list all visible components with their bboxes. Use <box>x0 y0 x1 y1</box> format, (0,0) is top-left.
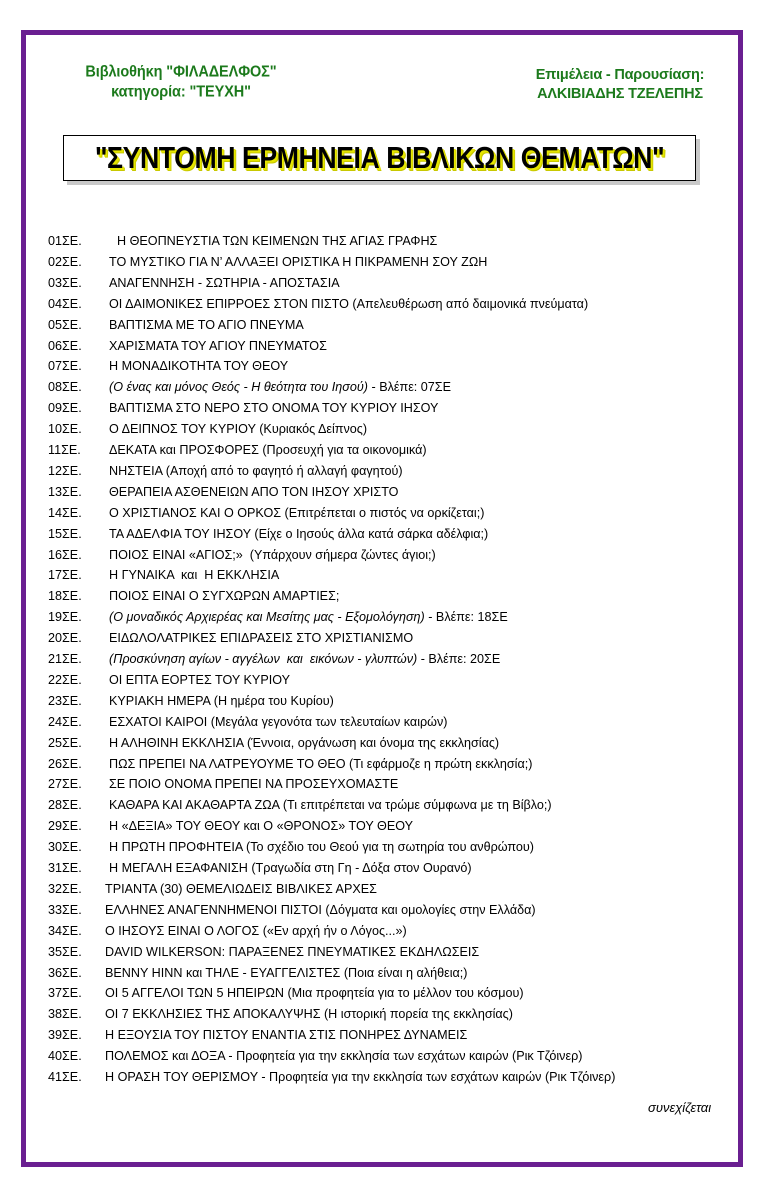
list-item <box>48 921 407 941</box>
list-item <box>48 482 398 502</box>
list-item <box>48 1067 615 1087</box>
item-code: 20ΣΕ. <box>48 631 82 646</box>
item-title: Η ΕΞΟΥΣΙΑ ΤΟΥ ΠΙΣΤΟΥ ΕΝΑΝΤΙΑ ΣΤΙΣ ΠΟΝΗΡΕΣ ΔΥΝΑΜΕΙΣ <box>105 1028 468 1043</box>
item-title: Η ΘΕΟΠΝΕΥΣΤΙΑ ΤΩΝ ΚΕΙΜΕΝΩΝ ΤΗΣ ΑΓΙΑΣ ΓΡΑΦΗΣ <box>110 234 438 248</box>
item-title: ΣΕ ΠΟΙΟ ΟΝΟΜΑ ΠΡΕΠΕΙ ΝΑ ΠΡΟΣΕΥΧΟΜΑΣΤΕ <box>109 777 399 792</box>
item-see-also: - Βλέπε: 07ΣΕ <box>368 380 451 395</box>
item-code: 02ΣΕ. <box>48 254 82 269</box>
item-code: 27ΣΕ. <box>48 777 82 792</box>
list-item <box>48 419 367 439</box>
item-code: 12ΣΕ. <box>48 463 82 478</box>
item-title: ΠΟΙΟΣ ΕΙΝΑΙ «ΑΓΙΟΣ;» (Υπάρχουν σήμερα ζώντες άγιοι;) <box>109 547 436 562</box>
list-item <box>48 1046 582 1066</box>
item-title: Η ΠΡΩΤΗ ΠΡΟΦΗΤΕΙΑ (Το σχέδιο του Θεού για τη σωτηρία του ανθρώπου) <box>109 840 535 855</box>
item-code: 04ΣΕ. <box>48 296 82 311</box>
library-name: Βιβλιοθήκη "ΦΙΛΑΔΕΛΦΟΣ" <box>85 64 277 81</box>
item-code: 33ΣΕ. <box>48 902 82 917</box>
item-code: 22ΣΕ. <box>48 672 82 687</box>
list-item <box>48 628 413 648</box>
item-code: 24ΣΕ. <box>48 714 82 729</box>
item-code: 36ΣΕ. <box>48 965 82 980</box>
list-item <box>48 795 552 815</box>
list-item <box>48 545 436 565</box>
item-code: 19ΣΕ. <box>48 610 82 625</box>
item-code: 16ΣΕ. <box>48 547 82 562</box>
item-title: ΕΣΧΑΤΟΙ ΚΑΙΡΟΙ (Μεγάλα γεγονότα των τελευταίων καιρών) <box>109 714 448 729</box>
page-title: "ΣΥΝΤΟΜΗ ΕΡΜΗΝΕΙΑ ΒΙΒΛΙΚΩΝ ΘΕΜΑΤΩΝ" <box>94 140 665 175</box>
list-item <box>48 733 499 753</box>
item-code: 07ΣΕ. <box>48 359 82 374</box>
list-item <box>48 503 484 523</box>
item-title: ΒΑΠΤΙΣΜΑ ΜΕ ΤΟ ΑΓΙΟ ΠΝΕΥΜΑ <box>109 317 304 332</box>
item-code: 35ΣΕ. <box>48 944 82 959</box>
item-title: ΘΕΡΑΠΕΙΑ ΑΣΘΕΝΕΙΩΝ ΑΠΟ ΤΟΝ ΙΗΣΟΥ ΧΡΙΣΤΟ <box>109 484 399 499</box>
item-code: 09ΣΕ. <box>48 401 82 416</box>
item-title-italic: (Ο μοναδικός Αρχιερέας και Μεσίτης μας - Εξομολόγηση) <box>109 610 425 625</box>
item-title: ΠΟΙΟΣ ΕΙΝΑΙ Ο ΣΥΓΧΩΡΩΝ ΑΜΑΡΤΙΕΣ; <box>109 589 340 604</box>
item-code: 32ΣΕ. <box>48 881 82 896</box>
editor-header <box>530 66 710 104</box>
item-see-also: - Βλέπε: 20ΣΕ <box>417 652 501 666</box>
editing-label: Επιμέλεια - Παρουσίαση: <box>535 67 705 83</box>
list-item <box>48 649 500 669</box>
item-code: 08ΣΕ. <box>48 380 82 395</box>
item-title: Η ΓΥΝΑΙΚΑ και Η ΕΚΚΛΗΣΙΑ <box>109 568 280 583</box>
item-title-italic: (Προσκύνηση αγίων - αγγέλων και εικόνων - γλυπτών) <box>109 652 418 666</box>
list-item <box>48 398 438 418</box>
list-item <box>48 377 451 397</box>
item-title: Η ΜΟΝΑΔΙΚΟΤΗΤΑ ΤΟΥ ΘΕΟΥ <box>109 359 289 374</box>
item-code: 10ΣΕ. <box>48 422 82 437</box>
item-see-also: - Βλέπε: 18ΣΕ <box>424 610 508 625</box>
item-code: 38ΣΕ. <box>48 1007 82 1022</box>
item-code: 13ΣΕ. <box>48 484 82 499</box>
item-title: Η ΟΡΑΣΗ ΤΟΥ ΘΕΡΙΣΜΟΥ - Προφητεία για την εκκλησία των εσχάτων καιρών (Ρικ Τζόινερ) <box>105 1070 616 1084</box>
item-title: ΤΡΙΑΝΤΑ (30) ΘΕΜΕΛΙΩΔΕΙΣ ΒΙΒΛΙΚΕΣ ΑΡΧΕΣ <box>105 881 377 896</box>
list-item <box>48 712 448 732</box>
list-item <box>48 356 288 376</box>
list-item <box>48 565 279 585</box>
item-code: 17ΣΕ. <box>48 568 82 583</box>
list-item <box>48 524 488 544</box>
item-code: 05ΣΕ. <box>48 317 82 332</box>
item-title: Η «ΔΕΞΙΑ» ΤΟΥ ΘΕΟΥ και Ο «ΘΡΟΝΟΣ» ΤΟΥ ΘΕΟΥ <box>109 819 414 834</box>
list-item <box>48 273 340 293</box>
item-code: 01ΣΕ. <box>48 234 82 248</box>
list-item <box>48 1004 513 1024</box>
item-code: 15ΣΕ. <box>48 526 82 541</box>
list-item <box>48 942 479 962</box>
item-code: 21ΣΕ. <box>48 652 82 666</box>
item-title: ΠΟΛΕΜΟΣ και ΔΟΞΑ - Προφητεία για την εκκλησία των εσχάτων καιρών (Ρικ Τζόινερ) <box>105 1049 583 1064</box>
list-item <box>48 816 413 836</box>
list-item <box>48 963 467 983</box>
library-header <box>72 63 290 103</box>
category-name: κατηγορία: "ΤΕΥΧΗ" <box>111 84 251 101</box>
item-title: Ο ΔΕΙΠΝΟΣ ΤΟΥ ΚΥΡΙΟΥ (Κυριακός Δείπνος) <box>109 422 368 437</box>
list-item <box>48 983 524 1003</box>
item-title: ΕΛΛΗΝΕΣ ΑΝΑΓΕΝΝΗΜΕΝΟΙ ΠΙΣΤΟΙ (Δόγματα και ομολογίες στην Ελλάδα) <box>105 902 536 917</box>
item-code: 40ΣΕ. <box>48 1049 82 1064</box>
item-title: ΧΑΡΙΣΜΑΤΑ ΤΟΥ ΑΓΙΟΥ ΠΝΕΥΜΑΤΟΣ <box>109 338 327 353</box>
item-title: ΚΑΘΑΡΑ ΚΑΙ ΑΚΑΘΑΡΤΑ ΖΩΑ (Τι επιτρέπεται να τρώμε σύμφωνα με τη Βίβλο;) <box>109 798 552 813</box>
title-box <box>63 135 696 181</box>
item-code: 41ΣΕ. <box>48 1070 82 1084</box>
item-title: ΒΑΠΤΙΣΜΑ ΣΤΟ ΝΕΡΟ ΣΤΟ ΟΝΟΜΑ ΤΟΥ ΚΥΡΙΟΥ ΙΗΣΟΥ <box>109 401 439 416</box>
item-title: ΤΑ ΑΔΕΛΦΙΑ ΤΟΥ ΙΗΣΟΥ (Είχε ο Ιησούς άλλα κατά σάρκα αδέλφια;) <box>109 526 489 541</box>
item-title: DAVID WILKERSON: ΠΑΡΑΞΕΝΕΣ ΠΝΕΥΜΑΤΙΚΕΣ ΕΚΔΗΛΩΣΕΙΣ <box>105 944 480 959</box>
item-title: ΟΙ 7 ΕΚΚΛΗΣΙΕΣ ΤΗΣ ΑΠΟΚΑΛΥΨΗΣ (Η ιστορική πορεία της εκκλησίας) <box>105 1007 513 1022</box>
item-title: ΝΗΣΤΕΙΑ (Αποχή από το φαγητό ή αλλαγή φαγητού) <box>109 463 403 478</box>
item-title: Η ΜΕΓΑΛΗ ΕΞΑΦΑΝΙΣΗ (Τραγωδία στη Γη - Δόξα στον Ουρανό) <box>109 861 472 875</box>
list-item <box>48 607 508 627</box>
list-item <box>48 336 327 356</box>
item-code: 03ΣΕ. <box>48 275 82 290</box>
item-code: 23ΣΕ. <box>48 693 82 708</box>
list-item <box>48 252 487 272</box>
list-item <box>48 837 534 857</box>
item-code: 39ΣΕ. <box>48 1028 82 1043</box>
item-code: 34ΣΕ. <box>48 923 82 938</box>
item-code: 30ΣΕ. <box>48 840 82 855</box>
list-item <box>48 294 588 314</box>
list-item <box>48 586 339 606</box>
editor-name: ΑΛΚΙΒΙΑΔΗΣ ΤΖΕΛΕΠΗΣ <box>537 86 703 102</box>
item-code: 18ΣΕ. <box>48 589 82 604</box>
list-item <box>48 691 334 711</box>
list-item <box>48 315 304 335</box>
list-item <box>48 900 536 920</box>
item-code: 29ΣΕ. <box>48 819 82 834</box>
item-title: BENNY HINN και ΤΗΛΕ - ΕΥΑΓΓΕΛΙΣΤΕΣ (Ποια είναι η αλήθεια;) <box>105 965 468 980</box>
continued-note: συνεχίζεται <box>648 1100 712 1115</box>
item-title: Ο ΙΗΣΟΥΣ ΕΙΝΑΙ Ο ΛΟΓΟΣ («Εν αρχή ήν ο Λόγος...») <box>105 923 407 938</box>
item-title: ΟΙ 5 ΑΓΓΕΛΟΙ ΤΩΝ 5 ΗΠΕΙΡΩΝ (Μια προφητεία για το μέλλον του κόσμου) <box>105 986 524 1001</box>
item-title: ΑΝΑΓΕΝΝΗΣΗ - ΣΩΤΗΡΙΑ - ΑΠΟΣΤΑΣΙΑ <box>109 275 340 290</box>
item-title: ΤΟ ΜΥΣΤΙΚΟ ΓΙΑ Ν’ ΑΛΛΑΞΕΙ ΟΡΙΣΤΙΚΑ Η ΠΙΚΡΑΜΕΝΗ ΣΟΥ ΖΩΗ <box>109 254 488 269</box>
item-title: Ο ΧΡΙΣΤΙΑΝΟΣ ΚΑΙ Ο ΟΡΚΟΣ (Επιτρέπεται ο πιστός να ορκίζεται;) <box>109 505 485 520</box>
item-title: ΚΥΡΙΑΚΗ ΗΜΕΡΑ (Η ημέρα του Κυρίου) <box>109 693 334 708</box>
item-code: 11ΣΕ. <box>48 443 81 457</box>
item-title: ΟΙ ΔΑΙΜΟΝΙΚΕΣ ΕΠΙΡΡΟΕΣ ΣΤΟΝ ΠΙΣΤΟ (Απελευθέρωση από δαιμονικά πνεύματα) <box>109 296 589 311</box>
item-code: 06ΣΕ. <box>48 338 82 353</box>
item-code: 25ΣΕ. <box>48 735 82 750</box>
item-title: Η ΑΛΗΘΙΝΗ ΕΚΚΛΗΣΙΑ (Έννοια, οργάνωση και όνομα της εκκλησίας) <box>109 735 500 750</box>
item-code: 37ΣΕ. <box>48 986 82 1001</box>
list-item <box>48 774 398 794</box>
item-code: 28ΣΕ. <box>48 798 82 813</box>
item-title: ΟΙ ΕΠΤΑ ΕΟΡΤΕΣ ΤΟΥ ΚΥΡΙΟΥ <box>109 672 291 687</box>
item-title-italic: (Ο ένας και μόνος Θεός - Η θεότητα του Ιησού) <box>109 380 368 395</box>
list-item <box>48 858 472 878</box>
item-title: ΠΩΣ ΠΡΕΠΕΙ ΝΑ ΛΑΤΡΕΥΟΥΜΕ ΤΟ ΘΕΟ (Τι εφάρμοζε η πρώτη εκκλησία;) <box>109 756 533 771</box>
item-code: 26ΣΕ. <box>48 756 82 771</box>
item-code: 31ΣΕ. <box>48 861 82 875</box>
list-item <box>48 440 427 460</box>
item-code: 14ΣΕ. <box>48 505 82 520</box>
list-item <box>48 754 532 774</box>
item-title: ΕΙΔΩΛΟΛΑΤΡΙΚΕΣ ΕΠΙΔΡΑΣΕΙΣ ΣΤΟ ΧΡΙΣΤΙΑΝΙΣΜΟ <box>109 631 414 646</box>
list-item <box>48 670 290 690</box>
list-item <box>48 461 403 481</box>
list-item <box>48 231 437 251</box>
list-item <box>48 1025 467 1045</box>
list-item <box>48 879 377 899</box>
item-title: ΔΕΚΑΤΑ και ΠΡΟΣΦΟΡΕΣ (Προσευχή για τα οικονομικά) <box>109 443 427 457</box>
